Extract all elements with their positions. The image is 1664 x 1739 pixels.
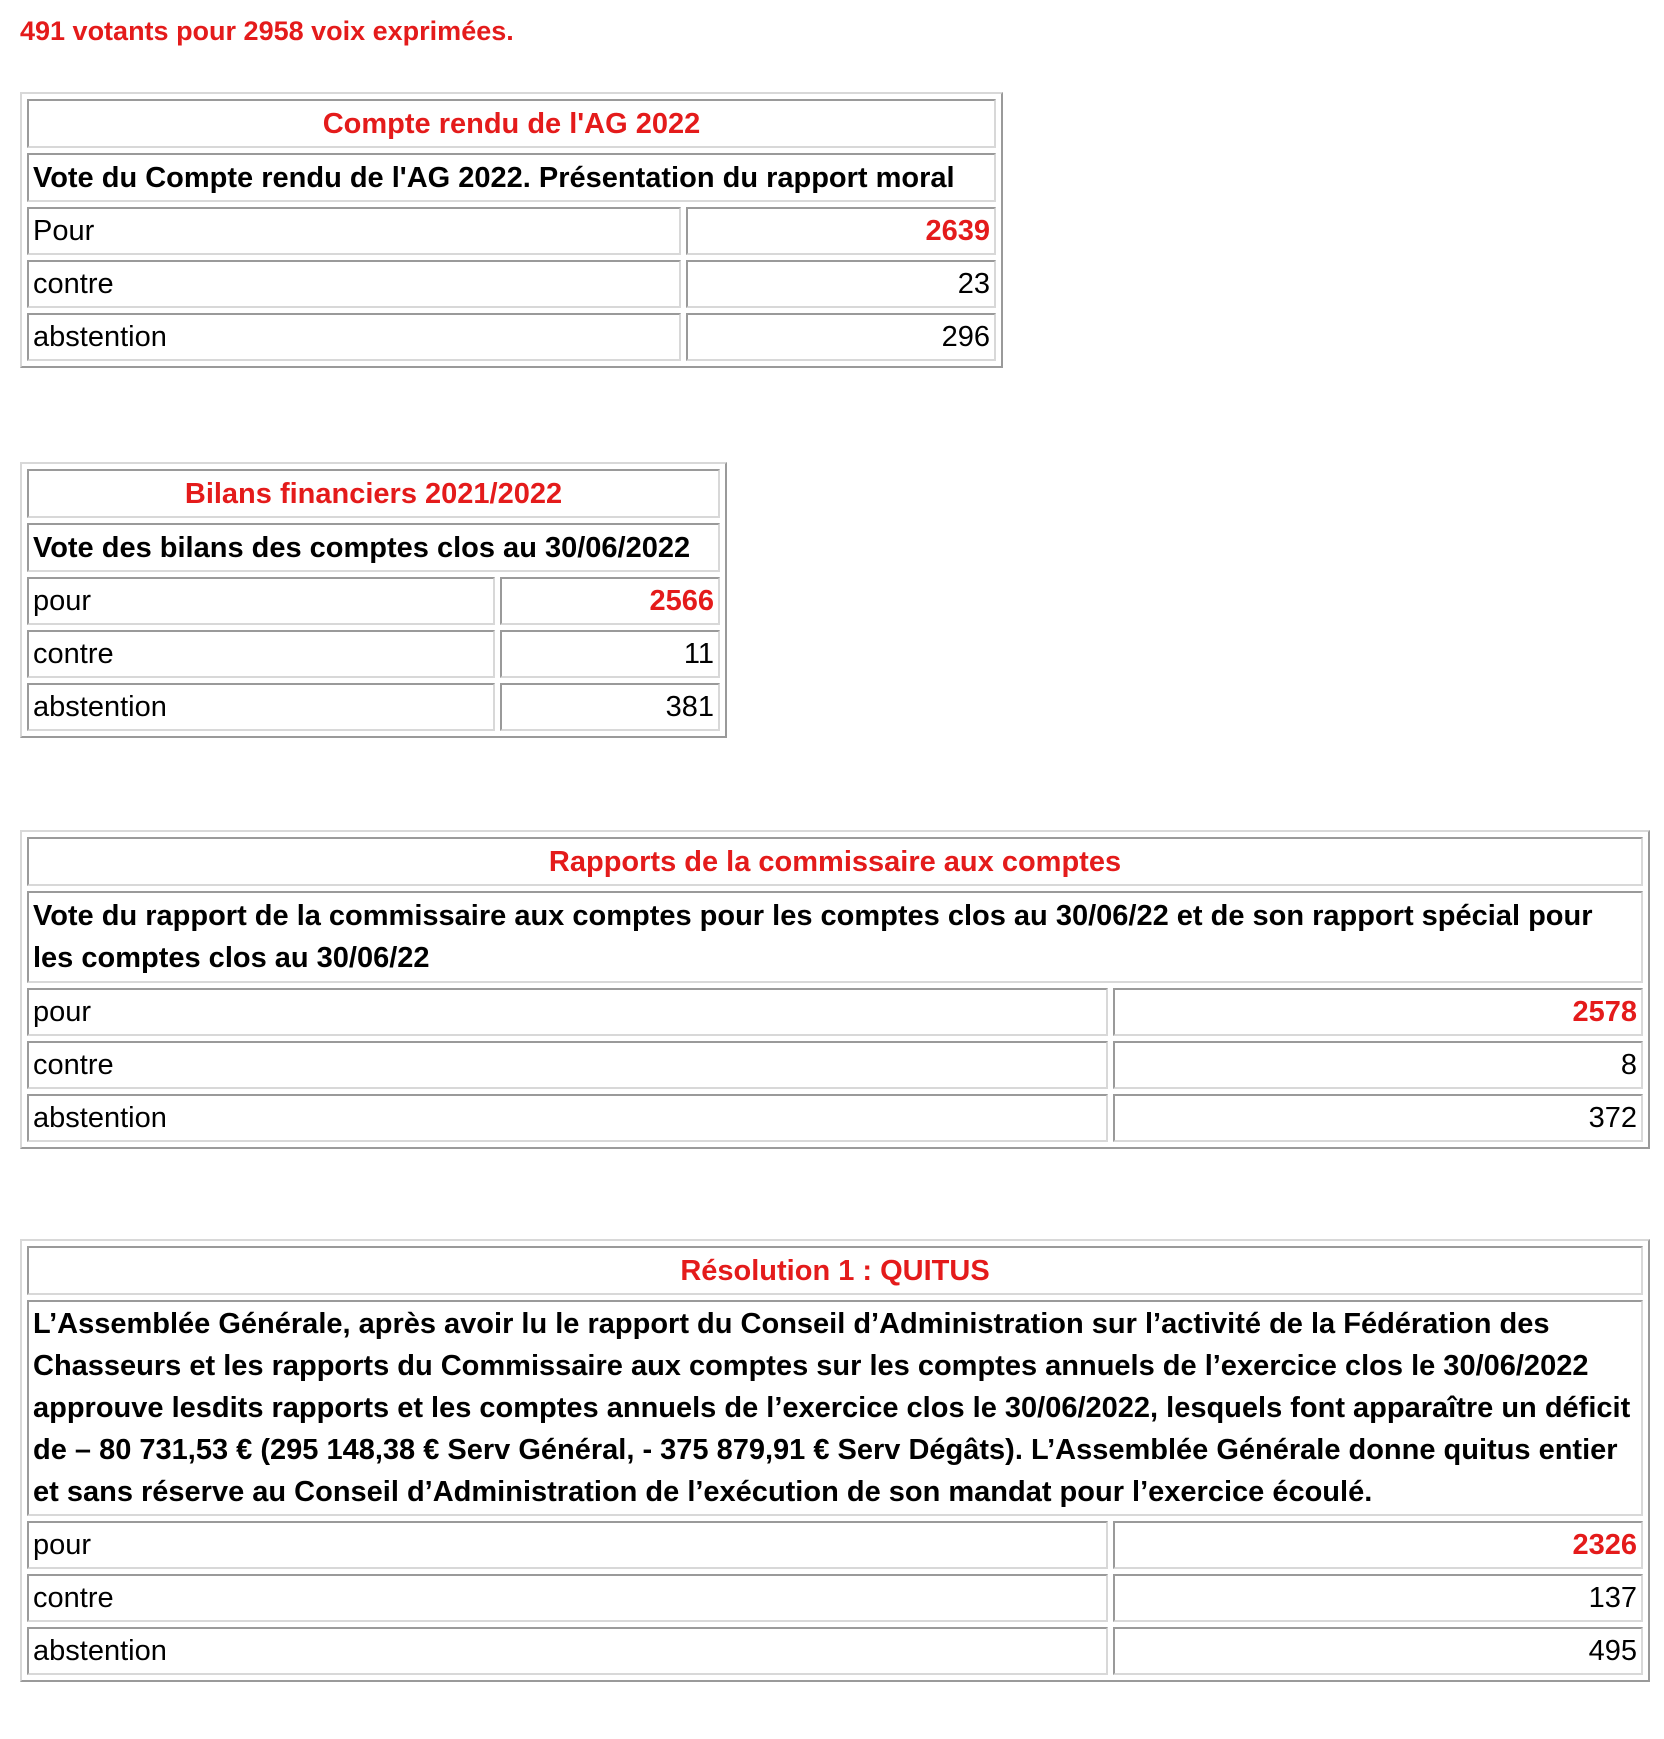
table-row: [27, 630, 720, 678]
vote-table-bilans-financiers: [20, 462, 727, 738]
row-value-pour: 2639: [686, 207, 996, 255]
row-label-pour: pour: [27, 577, 495, 625]
table-row: [27, 1094, 1643, 1142]
vote-table-commissaire-comptes: [20, 830, 1650, 1149]
row-label-abstention: abstention: [27, 1094, 1108, 1142]
row-value-abstention: 296: [686, 313, 996, 361]
row-value-abstention: 495: [1113, 1627, 1643, 1675]
table-title: Rapports de la commissaire aux comptes: [27, 837, 1643, 886]
row-value-pour: 2326: [1113, 1521, 1643, 1569]
table-row: [27, 1521, 1643, 1569]
row-label-contre: contre: [27, 260, 681, 308]
row-label-pour: pour: [27, 1521, 1108, 1569]
table-row: [27, 683, 720, 731]
row-label-pour: Pour: [27, 207, 681, 255]
vote-question: Vote du rapport de la commissaire aux comptes pour les comptes clos au 30/06/22 et de son rapport spécial pour les comptes clos au 30/06/22: [27, 891, 1643, 983]
vote-question: Vote des bilans des comptes clos au 30/06/2022: [27, 523, 720, 572]
table-title: Bilans financiers 2021/2022: [27, 469, 720, 518]
votes-summary: 491 votants pour 2958 voix exprimées.: [20, 16, 514, 46]
row-value-contre: 137: [1113, 1574, 1643, 1622]
row-value-pour: 2566: [500, 577, 720, 625]
row-value-contre: 8: [1113, 1041, 1643, 1089]
table-title: Compte rendu de l'AG 2022: [27, 99, 996, 148]
row-value-pour: 2578: [1113, 988, 1643, 1036]
table-row: [27, 1627, 1643, 1675]
table-row: [27, 1041, 1643, 1089]
table-row: [27, 577, 720, 625]
row-label-abstention: abstention: [27, 1627, 1108, 1675]
row-label-abstention: abstention: [27, 683, 495, 731]
vote-table-resolution-quitus: [20, 1239, 1650, 1682]
table-title: Résolution 1 : QUITUS: [27, 1246, 1643, 1295]
row-label-contre: contre: [27, 630, 495, 678]
table-row: [27, 313, 996, 361]
row-value-contre: 23: [686, 260, 996, 308]
row-label-pour: pour: [27, 988, 1108, 1036]
row-label-contre: contre: [27, 1041, 1108, 1089]
vote-question: L’Assemblée Générale, après avoir lu le rapport du Conseil d’Administration sur l’activité de la Fédération des Chasseurs et les rapports du Commissaire aux comptes sur les comptes annuels de l’exercice clos le 30/06/2022 approuve lesdits rapports et les comptes annuels de l’exercice clos le 30/06/2022, lesquels font apparaître un déficit de – 80 731,53 € (295 148,38 € Serv Général, - 375 879,91 € Serv Dégâts). L’Assemblée Générale donne quitus entier et sans réserve au Conseil d’Administration de l’exécution de son mandat pour l’exercice écoulé.: [27, 1300, 1643, 1516]
table-row: [27, 1574, 1643, 1622]
row-label-abstention: abstention: [27, 313, 681, 361]
row-value-abstention: 381: [500, 683, 720, 731]
table-row: [27, 260, 996, 308]
table-row: [27, 207, 996, 255]
table-row: [27, 988, 1643, 1036]
row-label-contre: contre: [27, 1574, 1108, 1622]
row-value-contre: 11: [500, 630, 720, 678]
row-value-abstention: 372: [1113, 1094, 1643, 1142]
vote-question: Vote du Compte rendu de l'AG 2022. Présentation du rapport moral: [27, 153, 996, 202]
vote-table-compte-rendu: [20, 92, 1003, 368]
